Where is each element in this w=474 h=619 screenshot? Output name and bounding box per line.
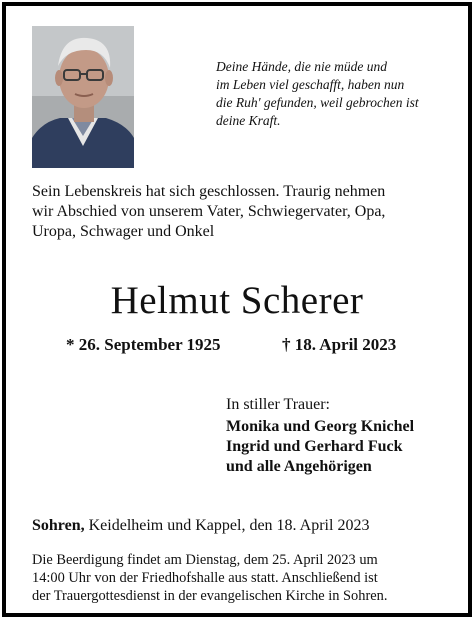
obituary-notice [2,2,472,617]
mourners-list [226,417,414,477]
intro-line: wir Abschied von unserem Vater, Schwiegervater, Opa, [32,203,386,220]
funeral-info [32,551,454,605]
poem-line: deine Kraft. [216,113,281,128]
birth-date: * 26. September 1925 [66,335,221,354]
funeral-line: der Trauergottesdienst in der evangelischen Kirche in Sohren. [32,588,388,604]
poem [216,58,466,130]
poem-line: die Ruh' gefunden, weil gebrochen ist [216,95,419,110]
place-date-text: Keidelheim und Kappel, den 18. April 2023 [84,517,370,534]
mourner-line: und alle Angehörigen [226,458,372,475]
poem-line: Deine Hände, die nie müde und [216,59,387,74]
place-date-line [32,516,369,536]
funeral-line: Die Beerdigung findet am Dienstag, dem 25. April 2023 um [32,552,378,568]
death-date: † 18. April 2023 [282,335,397,354]
mourner-line: Monika und Georg Knichel [226,418,415,435]
deceased-name: Helmut Scherer [110,279,364,322]
intro-text [32,182,462,242]
intro-line: Uropa, Schwager und Onkel [32,223,215,240]
funeral-line: 14:00 Uhr von der Friedhofshalle aus statt. Anschließend ist [32,570,378,586]
mourner-line: Ingrid und Gerhard Fuck [226,438,403,455]
intro-line: Sein Lebenskreis hat sich geschlossen. Traurig nehmen [32,183,386,200]
mourning-label: In stiller Trauer: [226,396,330,413]
poem-line: im Leben viel geschafft, haben nun [216,77,405,92]
portrait-photo [32,26,134,168]
place-name: Sohren, [32,517,85,534]
